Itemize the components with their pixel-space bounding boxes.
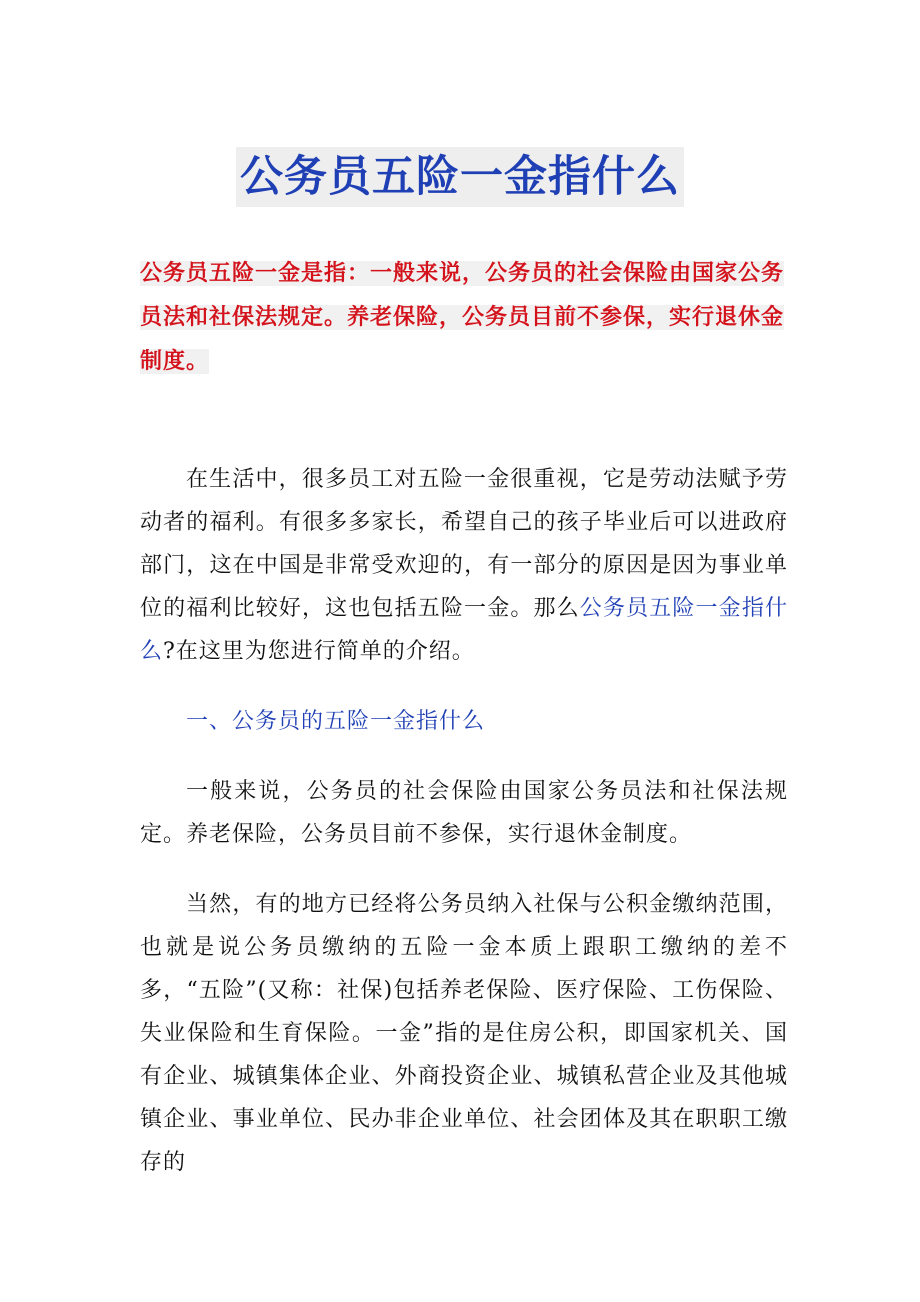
section-heading: 一、公务员的五险一金指什么 (186, 709, 486, 734)
document-title: 公务员五险一金指什么 (236, 147, 684, 207)
intro-paragraph (140, 458, 788, 673)
title-container (0, 118, 920, 236)
article-body (140, 458, 788, 1184)
summary-text: 公务员五险一金是指：一般来说，公务员的社会保险由国家公务员法和社保法规定。养老保险，公务员目前不参保，实行退休金制度。 (140, 261, 785, 374)
article-title-link[interactable]: 公务员五险一金指什么 (140, 596, 788, 664)
paragraph-social-insurance: 当然，有的地方已经将公务员纳入社保与公积金缴纳范围，也就是说公务员缴纳的五险一金本质上跟职工缴纳的差不多，“五险”(又称：社保)包括养老保险、医疗保险、工伤保险、失业保险和生育保险。一金”指的是住房公积，即国家机关、国有企业、城镇集体企业、外商投资企业、城镇私营企业及其他城镇企业、事业单位、民办非企业单位、社会团体及其在职职工缴存的 (140, 892, 788, 1175)
paragraph-pension: 一般来说，公务员的社会保险由国家公务员法和社保法规定。养老保险，公务员目前不参保，实行退休金制度。 (140, 779, 788, 847)
summary-block (140, 252, 790, 384)
intro-text: 在生活中，很多员工对五险一金很重视，它是劳动法赋予劳动者的福利。有很多多家长，希望自己的孩子毕业后可以进政府部门，这在中国是非常受欢迎的，有一部分的原因是因为事业单位的福利比较好，这也包括五险一金。那么 (140, 467, 788, 621)
intro-text-end: ?在这里为您进行简单的介绍。 (163, 639, 475, 664)
